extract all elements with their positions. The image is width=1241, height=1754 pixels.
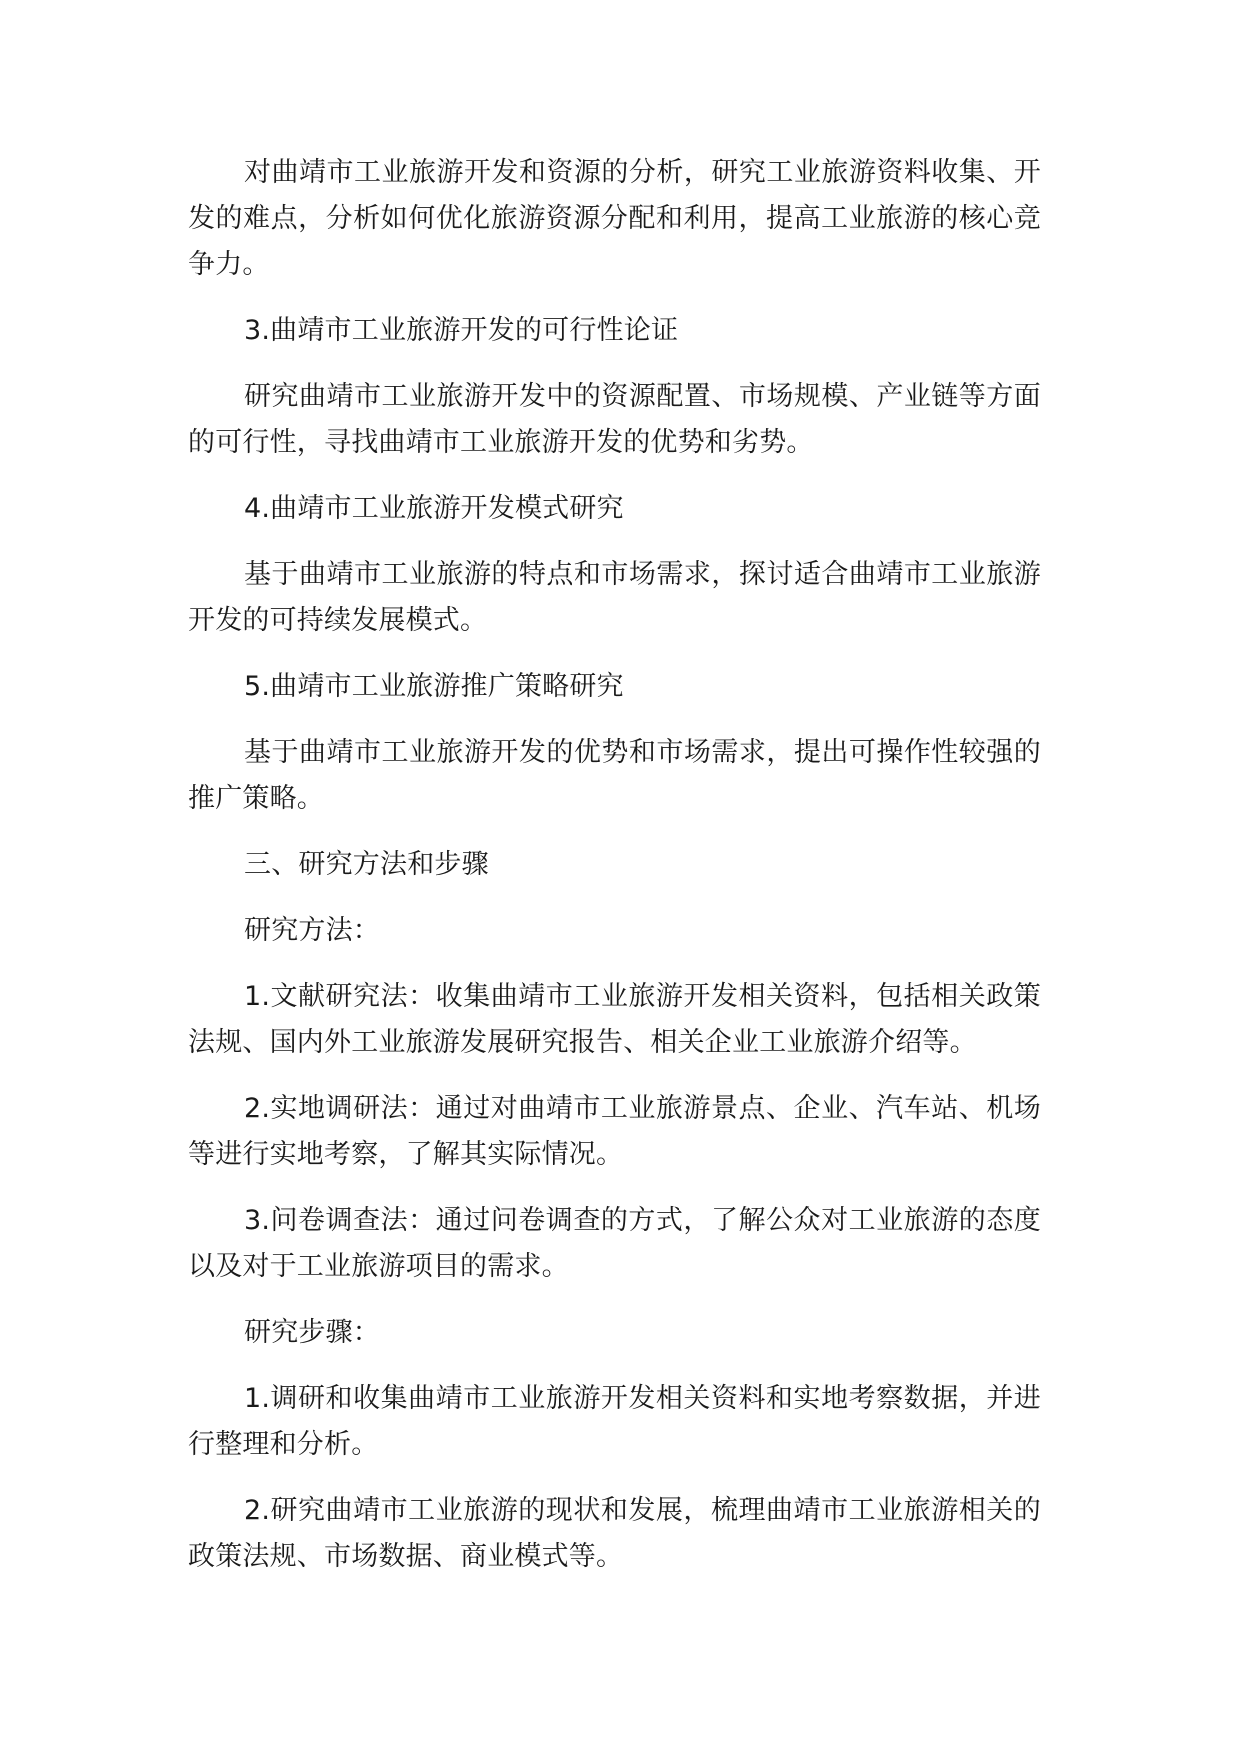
heading-feasibility: 3.曲靖市工业旅游开发的可行性论证 [244,315,679,346]
subheading-methods: 研究方法： [244,915,380,946]
paragraph-feasibility: 研究曲靖市工业旅游开发中的资源配置、市场规模、产业链等方面的可行性，寻找曲靖市工业旅游开发的优势和劣势。 [188,381,1041,458]
paragraph-promotion-strategy: 基于曲靖市工业旅游开发的优势和市场需求，提出可操作性较强的推广策略。 [188,737,1041,814]
section-heading-methods-steps: 三、研究方法和步骤 [244,849,489,880]
heading-development-model: 4.曲靖市工业旅游开发模式研究 [244,493,624,524]
method-questionnaire: 3.问卷调查法：通过问卷调查的方式，了解公众对工业旅游的态度以及对于工业旅游项目的需求。 [188,1205,1041,1282]
subheading-steps: 研究步骤： [244,1317,380,1348]
step-two: 2.研究曲靖市工业旅游的现状和发展，梳理曲靖市工业旅游相关的政策法规、市场数据、商业模式等。 [188,1495,1041,1572]
method-field-research: 2.实地调研法：通过对曲靖市工业旅游景点、企业、汽车站、机场等进行实地考察，了解其实际情况。 [188,1093,1041,1170]
heading-promotion-strategy: 5.曲靖市工业旅游推广策略研究 [244,671,624,702]
document-body [188,150,1041,1600]
paragraph-intro: 对曲靖市工业旅游开发和资源的分析，研究工业旅游资料收集、开发的难点，分析如何优化旅游资源分配和利用，提高工业旅游的核心竞争力。 [188,157,1041,280]
method-literature-research: 1.文献研究法：收集曲靖市工业旅游开发相关资料，包括相关政策法规、国内外工业旅游发展研究报告、相关企业工业旅游介绍等。 [188,981,1041,1058]
paragraph-development-model: 基于曲靖市工业旅游的特点和市场需求，探讨适合曲靖市工业旅游开发的可持续发展模式。 [188,559,1041,636]
step-one: 1.调研和收集曲靖市工业旅游开发相关资料和实地考察数据，并进行整理和分析。 [188,1383,1041,1460]
